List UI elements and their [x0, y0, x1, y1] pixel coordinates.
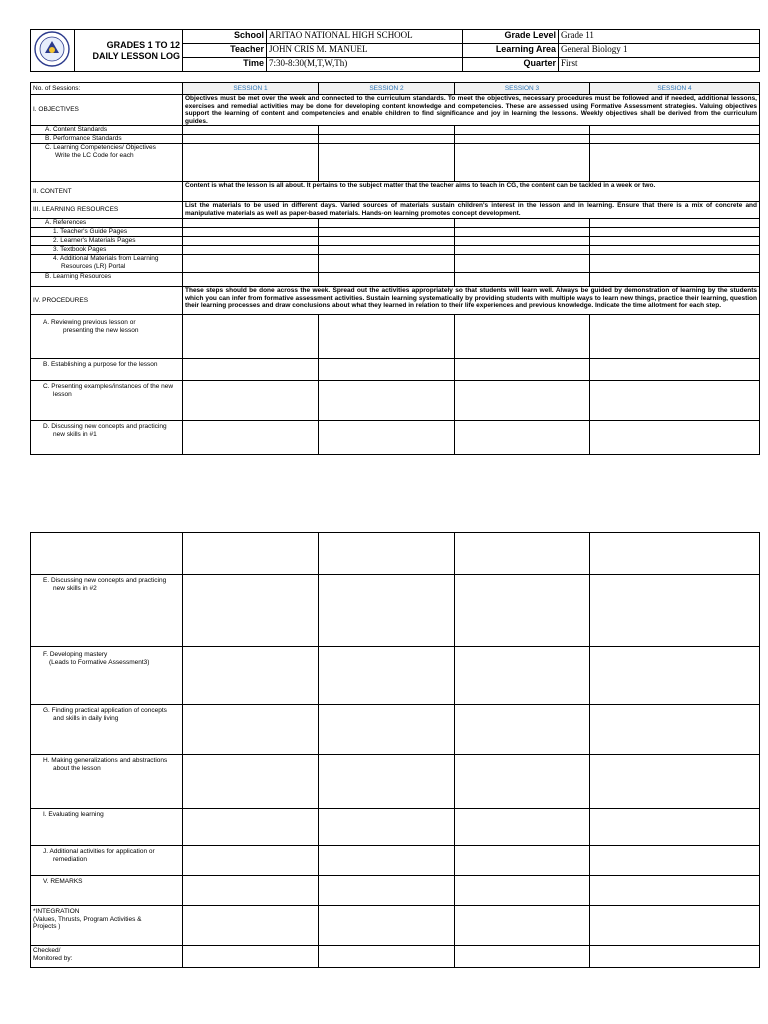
- cell[interactable]: [455, 906, 590, 946]
- content-label: II. CONTENT: [31, 182, 183, 202]
- procedure-a-line2: presenting the new lesson: [63, 326, 139, 334]
- cell[interactable]: [455, 237, 590, 246]
- procedure-d-label: [31, 421, 183, 455]
- cell[interactable]: [590, 273, 760, 287]
- procedure-c-label: [31, 381, 183, 421]
- quarter-value: First: [559, 58, 760, 72]
- cell[interactable]: [319, 359, 455, 381]
- cell[interactable]: [319, 246, 455, 255]
- additional-materials-line1: 4. Additional Materials from Learning: [53, 255, 159, 262]
- header-table: [30, 29, 760, 72]
- cell[interactable]: [319, 381, 455, 421]
- cell[interactable]: [590, 575, 760, 647]
- cell[interactable]: [319, 533, 455, 575]
- cell[interactable]: [319, 144, 455, 182]
- cell[interactable]: [31, 533, 183, 575]
- cell[interactable]: [183, 946, 319, 968]
- learning-area-label: Learning Area: [463, 44, 559, 58]
- cell[interactable]: [590, 809, 760, 846]
- time-label: Time: [183, 58, 267, 72]
- performance-standards-label: B. Performance Standards: [31, 135, 183, 144]
- procedure-e-label: [31, 575, 183, 647]
- teachers-guide-label: 1. Teacher's Guide Pages: [31, 228, 183, 237]
- procedure-g-line1: G. Finding practical application of concepts: [43, 707, 167, 714]
- integration-line1: *INTEGRATION: [33, 908, 80, 915]
- procedure-j-label: [31, 846, 183, 876]
- teacher-value: JOHN CRIS M. MANUEL: [267, 44, 463, 58]
- cell[interactable]: [183, 315, 319, 359]
- cell[interactable]: [590, 705, 760, 755]
- content-standards-label: A. Content Standards: [31, 126, 183, 135]
- checked-label: [31, 946, 183, 968]
- procedure-b-label: B. Establishing a purpose for the lesson: [31, 359, 183, 381]
- lesson-log-table-page1: [30, 82, 760, 455]
- cell[interactable]: [590, 533, 760, 575]
- cell[interactable]: [455, 126, 590, 135]
- cell[interactable]: [455, 876, 590, 906]
- learners-materials-label: 2. Learner's Materials Pages: [31, 237, 183, 246]
- cell[interactable]: [455, 273, 590, 287]
- teacher-label: Teacher: [183, 44, 267, 58]
- cell[interactable]: [590, 755, 760, 809]
- cell[interactable]: [455, 809, 590, 846]
- cell[interactable]: [319, 809, 455, 846]
- cell[interactable]: [183, 359, 319, 381]
- cell[interactable]: [455, 533, 590, 575]
- procedure-i-label: I. Evaluating learning: [31, 809, 183, 846]
- procedure-e-line1: E. Discussing new concepts and practicing: [43, 577, 167, 584]
- grade-level-label: Grade Level: [463, 30, 559, 44]
- cell[interactable]: [590, 647, 760, 705]
- sessions-label: No. of Sessions:: [31, 83, 183, 95]
- cell[interactable]: [183, 219, 319, 228]
- procedure-d-line1: D. Discussing new concepts and practicing: [43, 423, 167, 430]
- learning-area-value: General Biology 1: [559, 44, 760, 58]
- cell[interactable]: [455, 315, 590, 359]
- procedure-g-line2: and skills in daily living: [53, 714, 119, 722]
- procedure-h-label: [31, 755, 183, 809]
- procedures-note: These steps should be done across the week. Spread out the activities appropriately so that students will learn well. Always be guided by demonstration of learning by the students which you can infer from formative assessment activities. Sustain learning systematically by providing students with multiple ways to learn new things, practice their learning, question their learning processes and draw conclusions about what they learned in relation to their life experiences and previous knowledge. Indicate the time allotment for each step.: [183, 287, 760, 315]
- procedure-f-label: [31, 647, 183, 705]
- cell[interactable]: [590, 946, 760, 968]
- checked-line1: Checked/: [33, 947, 61, 954]
- procedure-h-line1: H. Making generalizations and abstractions: [43, 757, 168, 764]
- objectives-label: I. OBJECTIVES: [31, 95, 183, 126]
- checked-line2: Monitored by:: [33, 954, 73, 962]
- cell[interactable]: [183, 246, 319, 255]
- integration-line2: (Values, Thrusts, Program Activities &: [33, 915, 142, 923]
- cell[interactable]: [455, 135, 590, 144]
- cell[interactable]: [183, 421, 319, 455]
- cell[interactable]: [590, 255, 760, 273]
- cell[interactable]: [590, 219, 760, 228]
- cell[interactable]: [455, 144, 590, 182]
- cell[interactable]: [590, 359, 760, 381]
- procedures-label: IV. PROCEDURES: [31, 287, 183, 315]
- session-1-header: SESSION 1: [183, 83, 319, 95]
- procedure-c-line1: C. Presenting examples/instances of the new: [43, 383, 174, 390]
- cell[interactable]: [319, 846, 455, 876]
- cell[interactable]: [183, 575, 319, 647]
- additional-materials-line2: Resources (LR) Portal: [61, 262, 126, 270]
- cell[interactable]: [319, 876, 455, 906]
- cell[interactable]: [455, 381, 590, 421]
- cell[interactable]: [319, 126, 455, 135]
- integration-label: [31, 906, 183, 946]
- cell[interactable]: [590, 228, 760, 237]
- cell[interactable]: [455, 255, 590, 273]
- cell[interactable]: [183, 876, 319, 906]
- cell[interactable]: [319, 705, 455, 755]
- cell[interactable]: [455, 246, 590, 255]
- cell[interactable]: [183, 237, 319, 246]
- cell[interactable]: [183, 647, 319, 705]
- session-3-header: SESSION 3: [455, 83, 590, 95]
- cell[interactable]: [183, 533, 319, 575]
- cell[interactable]: [183, 135, 319, 144]
- learning-resources-b-label: B. Learning Resources: [31, 273, 183, 287]
- grade-level-value: Grade 11: [559, 30, 760, 44]
- cell[interactable]: [455, 755, 590, 809]
- cell[interactable]: [319, 237, 455, 246]
- cell[interactable]: [319, 273, 455, 287]
- cell[interactable]: [183, 255, 319, 273]
- cell[interactable]: [319, 755, 455, 809]
- cell[interactable]: [319, 575, 455, 647]
- cell[interactable]: [183, 228, 319, 237]
- time-value: 7:30-8:30(M,T,W,Th): [267, 58, 463, 72]
- cell[interactable]: [183, 126, 319, 135]
- lesson-log-table-page2: [30, 532, 760, 968]
- cell[interactable]: [455, 705, 590, 755]
- cell[interactable]: [319, 946, 455, 968]
- cell[interactable]: [455, 228, 590, 237]
- deped-seal-logo: [31, 30, 75, 72]
- procedure-g-label: [31, 705, 183, 755]
- procedure-h-line2: about the lesson: [53, 764, 101, 772]
- cell[interactable]: [590, 315, 760, 359]
- cell[interactable]: [183, 381, 319, 421]
- procedure-f-line2: (Leads to Formative Assessment3): [49, 658, 150, 666]
- cell[interactable]: [590, 237, 760, 246]
- title-line-2: DAILY LESSON LOG: [92, 50, 180, 61]
- procedure-a-label: [31, 315, 183, 359]
- cell[interactable]: [590, 381, 760, 421]
- cell[interactable]: [183, 906, 319, 946]
- cell[interactable]: [319, 315, 455, 359]
- cell[interactable]: [183, 809, 319, 846]
- cell[interactable]: [455, 846, 590, 876]
- integration-line3: Projects ): [33, 923, 61, 930]
- cell[interactable]: [183, 846, 319, 876]
- cell[interactable]: [319, 135, 455, 144]
- session-2-header: SESSION 2: [319, 83, 455, 95]
- cell[interactable]: [590, 876, 760, 906]
- cell[interactable]: [455, 359, 590, 381]
- cell[interactable]: [183, 144, 319, 182]
- content-note: Content is what the lesson is all about. It pertains to the subject matter that the teacher aims to teach in CG, the content can be tackled in a week or two.: [183, 182, 760, 202]
- references-label: A. References: [31, 219, 183, 228]
- learning-resources-note: List the materials to be used in different days. Varied sources of materials sustain children's interest in the lesson and in learning. Ensure that there is a mix of concrete and manipulative materials as well as paper-based materials. Hands-on learning promotes concept development.: [183, 202, 760, 219]
- cell[interactable]: [455, 946, 590, 968]
- cell[interactable]: [590, 846, 760, 876]
- procedure-c-line2: lesson: [53, 390, 72, 398]
- cell[interactable]: [590, 246, 760, 255]
- cell[interactable]: [455, 421, 590, 455]
- procedure-e-line2: new skills in #2: [53, 584, 97, 592]
- school-value: ARITAO NATIONAL HIGH SCHOOL: [267, 30, 463, 44]
- learning-competencies-line2: Write the LC Code for each: [55, 151, 134, 159]
- cell[interactable]: [319, 421, 455, 455]
- cell[interactable]: [590, 126, 760, 135]
- seal-icon: [31, 30, 73, 68]
- procedure-a-line1: A. Reviewing previous lesson or: [43, 319, 136, 326]
- session-4-header: SESSION 4: [590, 83, 760, 95]
- cell[interactable]: [319, 255, 455, 273]
- cell[interactable]: [183, 273, 319, 287]
- cell[interactable]: [319, 219, 455, 228]
- learning-competencies-line1: C. Learning Competencies/ Objectives: [45, 144, 156, 151]
- cell[interactable]: [590, 421, 760, 455]
- cell[interactable]: [590, 144, 760, 182]
- form-title: [75, 30, 183, 72]
- learning-resources-label: III. LEARNING RESOURCES: [31, 202, 183, 219]
- title-line-1: GRADES 1 TO 12: [106, 39, 180, 50]
- learning-competencies-label: [31, 144, 183, 182]
- procedure-f-line1: F. Developing mastery: [43, 651, 108, 658]
- cell[interactable]: [455, 647, 590, 705]
- procedure-j-line2: remediation: [53, 855, 87, 863]
- cell[interactable]: [319, 647, 455, 705]
- additional-materials-label: [31, 255, 183, 273]
- procedure-j-line1: J. Additional activities for application or: [43, 848, 155, 855]
- school-label: School: [183, 30, 267, 44]
- procedure-d-line2: new skills in #1: [53, 430, 97, 438]
- cell[interactable]: [455, 219, 590, 228]
- quarter-label: Quarter: [463, 58, 559, 72]
- cell[interactable]: [183, 755, 319, 809]
- cell[interactable]: [590, 135, 760, 144]
- remarks-label: V. REMARKS: [31, 876, 183, 906]
- cell[interactable]: [183, 705, 319, 755]
- cell[interactable]: [319, 906, 455, 946]
- textbook-pages-label: 3. Textbook Pages: [31, 246, 183, 255]
- cell[interactable]: [455, 575, 590, 647]
- objectives-note: Objectives must be met over the week and connected to the curriculum standards. To meet the objectives, necessary procedures must be followed and if needed, additional lessons, exercises and remedial activities may be done for developing content knowledge and competencies. These are assessed using Formative Assessment strategies. Valuing objectives support the learning of content and competencies and enable children to find significance and joy in learning the lessons. Weekly objectives shall be derived from the curriculum guides.: [183, 95, 760, 126]
- cell[interactable]: [319, 228, 455, 237]
- cell[interactable]: [590, 906, 760, 946]
